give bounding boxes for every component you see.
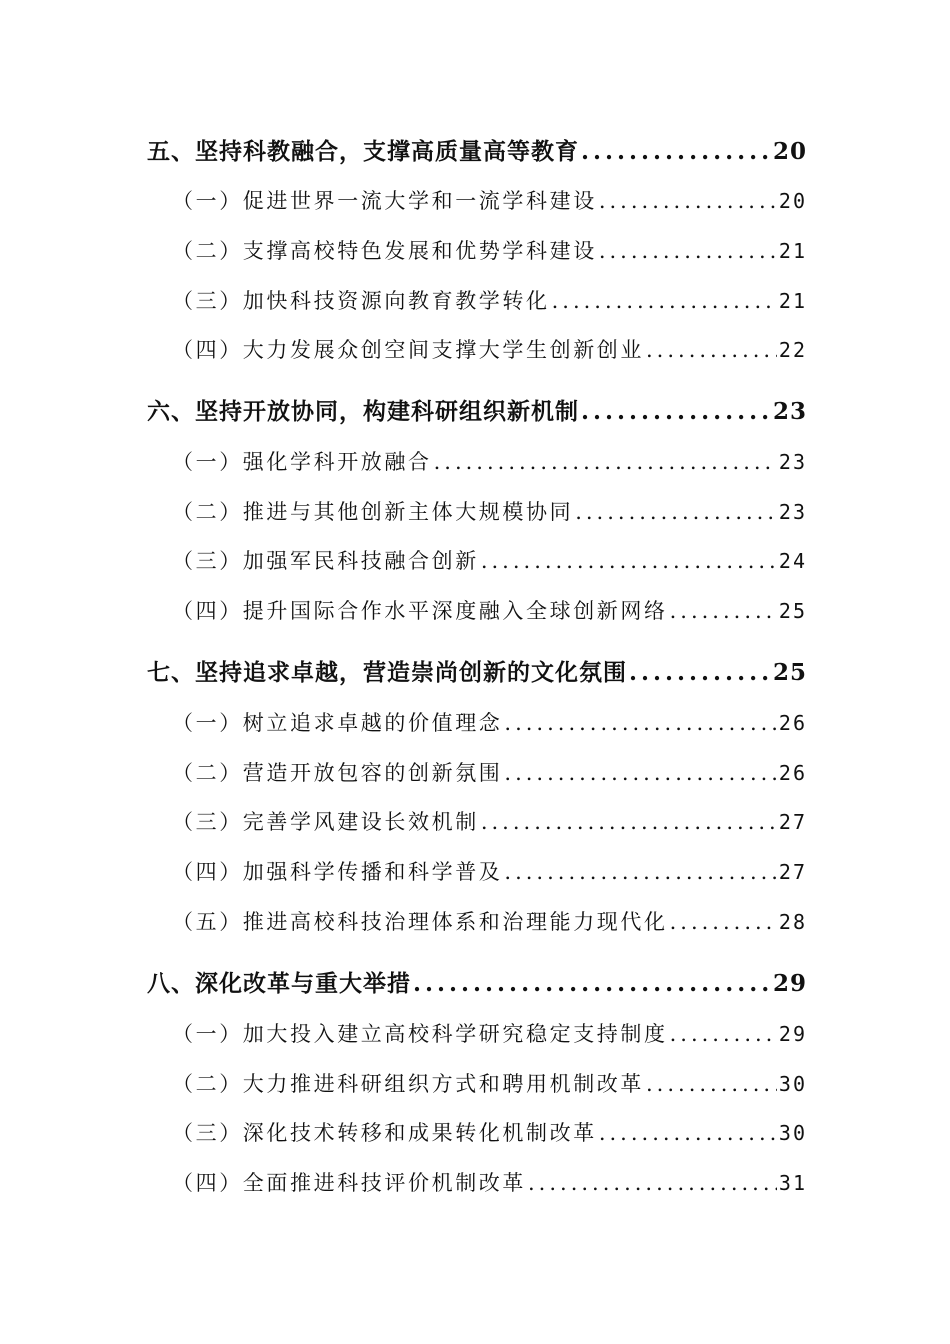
- toc-page-number: 31: [778, 1171, 807, 1195]
- toc-heading-6[interactable]: [147, 394, 807, 430]
- toc-entry-title: （二）营造开放包容的创新氛围: [172, 761, 503, 785]
- toc-entry-title: （一）强化学科开放融合: [172, 450, 432, 474]
- toc-entry-7-5[interactable]: [172, 904, 807, 940]
- toc-entry-8-2[interactable]: [172, 1066, 807, 1102]
- toc-entry-title: （五）推进高校科技治理体系和治理能力现代化: [172, 910, 668, 934]
- toc-entry-title: （二）大力推进科研组织方式和聘用机制改革: [172, 1072, 644, 1096]
- toc-page-number: 26: [778, 711, 807, 735]
- toc-page-number: 20: [778, 189, 807, 213]
- toc-dot-leader: [434, 444, 777, 480]
- toc-dot-leader: [413, 966, 771, 1002]
- toc-page-number: 23: [778, 450, 807, 474]
- toc-page-number: 27: [778, 810, 807, 834]
- toc-page-number: 21: [778, 239, 807, 263]
- toc-entry-title: （一）促进世界一流大学和一流学科建设: [172, 189, 597, 213]
- toc-entry-title: （三）完善学风建设长效机制: [172, 810, 479, 834]
- toc-page-number: 30: [778, 1072, 807, 1096]
- toc-entry-6-4[interactable]: [172, 593, 807, 629]
- toc-heading-5[interactable]: [147, 134, 807, 170]
- toc-dot-leader: [670, 593, 777, 629]
- toc-entry-7-4[interactable]: [172, 854, 807, 890]
- toc-entry-7-1[interactable]: [172, 705, 807, 741]
- toc-entry-6-1[interactable]: [172, 444, 807, 480]
- toc-entry-5-4[interactable]: [172, 332, 807, 368]
- toc-entry-title: （一）树立追求卓越的价值理念: [172, 711, 503, 735]
- toc-page-number: 29: [778, 1022, 807, 1046]
- toc-dot-leader: [552, 283, 777, 319]
- toc-page-number: 28: [778, 910, 807, 934]
- toc-entry-title: （三）深化技术转移和成果转化机制改革: [172, 1121, 597, 1145]
- toc-entry-title: （二）支撑高校特色发展和优势学科建设: [172, 239, 597, 263]
- toc-page-number: 30: [778, 1121, 807, 1145]
- toc-dot-leader: [581, 134, 771, 170]
- toc-page-number: 25: [778, 599, 807, 623]
- toc-entry-8-4[interactable]: [172, 1165, 807, 1201]
- toc-heading-7[interactable]: [147, 655, 807, 691]
- toc-entry-8-1[interactable]: [172, 1016, 807, 1052]
- toc-page-number: 26: [778, 761, 807, 785]
- toc-entry-title: 六、坚持开放协同，构建科研组织新机制: [147, 398, 579, 425]
- toc-entry-title: （四）大力发展众创空间支撑大学生创新创业: [172, 338, 644, 362]
- toc-heading-8[interactable]: [147, 966, 807, 1002]
- toc-dot-leader: [504, 755, 777, 791]
- toc-dot-leader: [599, 233, 777, 269]
- toc-entry-title: （三）加强军民科技融合创新: [172, 549, 479, 573]
- toc-entry-6-2[interactable]: [172, 494, 807, 530]
- toc-entry-7-2[interactable]: [172, 755, 807, 791]
- toc-page-number: 20: [772, 138, 807, 165]
- toc-dot-leader: [646, 1066, 777, 1102]
- toc-page-number: 23: [778, 500, 807, 524]
- toc-dot-leader: [670, 904, 777, 940]
- toc-entry-5-3[interactable]: [172, 283, 807, 319]
- toc-dot-leader: [528, 1165, 777, 1201]
- toc-dot-leader: [599, 183, 777, 219]
- toc-page-number: 23: [772, 398, 807, 425]
- toc-entry-5-2[interactable]: [172, 233, 807, 269]
- toc-entry-8-3[interactable]: [172, 1115, 807, 1151]
- toc-dot-leader: [581, 394, 771, 430]
- toc-dot-leader: [629, 655, 771, 691]
- toc-page-number: 22: [778, 338, 807, 362]
- toc-page-number: 21: [778, 289, 807, 313]
- toc-entry-6-3[interactable]: [172, 543, 807, 579]
- toc-entry-title: （四）提升国际合作水平深度融入全球创新网络: [172, 599, 668, 623]
- toc-dot-leader: [670, 1016, 777, 1052]
- toc-entry-title: （四）加强科学传播和科学普及: [172, 860, 503, 884]
- toc-dot-leader: [504, 854, 777, 890]
- toc-dot-leader: [504, 705, 777, 741]
- toc-dot-leader: [646, 332, 777, 368]
- toc-page-number: 29: [772, 970, 807, 997]
- toc-entry-title: 七、坚持追求卓越，营造崇尚创新的文化氛围: [147, 659, 627, 686]
- toc-page-number: 27: [778, 860, 807, 884]
- toc-page-number: 24: [778, 549, 807, 573]
- toc-dot-leader: [481, 543, 777, 579]
- toc-entry-7-3[interactable]: [172, 804, 807, 840]
- toc-entry-5-1[interactable]: [172, 183, 807, 219]
- toc-entry-title: 八、深化改革与重大举措: [147, 970, 411, 997]
- toc-entry-title: 五、坚持科教融合，支撑高质量高等教育: [147, 138, 579, 165]
- toc-entry-title: （三）加快科技资源向教育教学转化: [172, 289, 550, 313]
- toc-dot-leader: [599, 1115, 777, 1151]
- toc-entry-title: （一）加大投入建立高校科学研究稳定支持制度: [172, 1022, 668, 1046]
- toc-dot-leader: [575, 494, 777, 530]
- toc-page-number: 25: [772, 659, 807, 686]
- toc-entry-title: （二）推进与其他创新主体大规模协同: [172, 500, 574, 524]
- toc-dot-leader: [481, 804, 777, 840]
- toc-entry-title: （四）全面推进科技评价机制改革: [172, 1171, 526, 1195]
